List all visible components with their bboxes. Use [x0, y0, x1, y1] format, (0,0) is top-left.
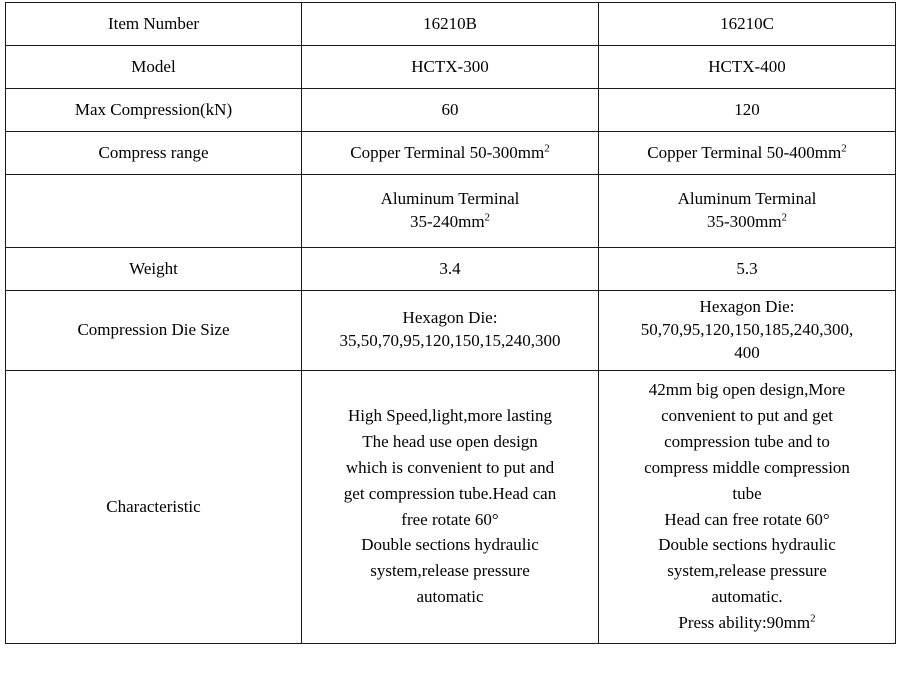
row-label-item-number: Item Number: [6, 3, 302, 46]
cell-item-number-b: 16210B: [302, 3, 599, 46]
specification-table: [5, 2, 896, 644]
cell-item-number-c: 16210C: [599, 3, 896, 46]
cell-line: which is convenient to put and: [345, 457, 555, 477]
cell-line: Double sections hydraulic: [361, 535, 539, 555]
cell-line: compression tube and to: [664, 431, 830, 451]
table-row: [6, 89, 896, 132]
cell-line: tube: [732, 483, 762, 503]
cell-line: Hexagon Die:: [402, 308, 498, 328]
cell-line: automatic.: [711, 587, 783, 607]
cell-aluminum-range-b: [302, 175, 599, 248]
cell-model-c: HCTX-400: [599, 46, 896, 89]
row-label-die-size: Compression Die Size: [6, 291, 302, 371]
cell-line: convenient to put and get: [661, 405, 833, 425]
cell-line: compress middle compression: [644, 457, 850, 477]
cell-line: 42mm big open design,More: [648, 379, 846, 399]
cell-line: system,release pressure: [370, 561, 530, 581]
cell-line: The head use open design: [362, 431, 538, 451]
cell-model-b: HCTX-300: [302, 46, 599, 89]
cell-weight-c: 5.3: [599, 248, 896, 291]
row-label-characteristic: Characteristic: [6, 370, 302, 643]
cell-characteristic-b: [302, 370, 599, 643]
cell-compress-range-c: [599, 132, 896, 175]
row-label-compress-range-cont: [6, 175, 302, 248]
cell-max-compression-c: 120: [599, 89, 896, 132]
cell-line: Aluminum Terminal: [380, 189, 520, 209]
cell-line: 35,50,70,95,120,150,15,240,300: [339, 331, 561, 351]
table-row: [6, 46, 896, 89]
cell-die-size-b: [302, 291, 599, 371]
cell-line: Aluminum Terminal: [677, 189, 817, 209]
cell-line: system,release pressure: [667, 561, 827, 581]
cell-line: Double sections hydraulic: [658, 535, 836, 555]
cell-characteristic-c: [599, 370, 896, 643]
row-label-model: Model: [6, 46, 302, 89]
table-row: [6, 291, 896, 371]
cell-line: Copper Terminal $50-300mm^2$: [350, 141, 550, 162]
table-row: [6, 248, 896, 291]
cell-line: High Speed,light,more lasting: [348, 405, 552, 425]
row-label-max-compression: Max Compression(kN): [6, 89, 302, 132]
cell-line: automatic: [416, 587, 484, 607]
row-label-weight: Weight: [6, 248, 302, 291]
cell-aluminum-range-c: [599, 175, 896, 248]
cell-line: Press $ability:90mm^2$: [678, 612, 816, 633]
cell-line: free rotate 60°: [401, 509, 499, 529]
spec-sheet: [0, 2, 904, 684]
table-row: [6, 370, 896, 643]
cell-die-size-c: [599, 291, 896, 371]
row-label-compress-range: Compress range: [6, 132, 302, 175]
cell-line: get compression tube.Head can: [343, 483, 557, 503]
cell-line: Copper Terminal $50-400mm^2$: [647, 141, 847, 162]
cell-line: $35-300mm^2$: [706, 211, 788, 231]
cell-weight-b: 3.4: [302, 248, 599, 291]
table-row: [6, 3, 896, 46]
table-row: [6, 175, 896, 248]
cell-line: Head can free rotate 60°: [664, 509, 830, 529]
table-row: [6, 132, 896, 175]
cell-line: $35-240mm^2$: [409, 211, 491, 231]
cell-max-compression-b: 60: [302, 89, 599, 132]
cell-line: 50,70,95,120,150,185,240,300,: [640, 319, 854, 339]
cell-line: Hexagon Die:: [699, 297, 795, 316]
cell-compress-range-b: [302, 132, 599, 175]
cell-line: 400: [734, 342, 760, 362]
